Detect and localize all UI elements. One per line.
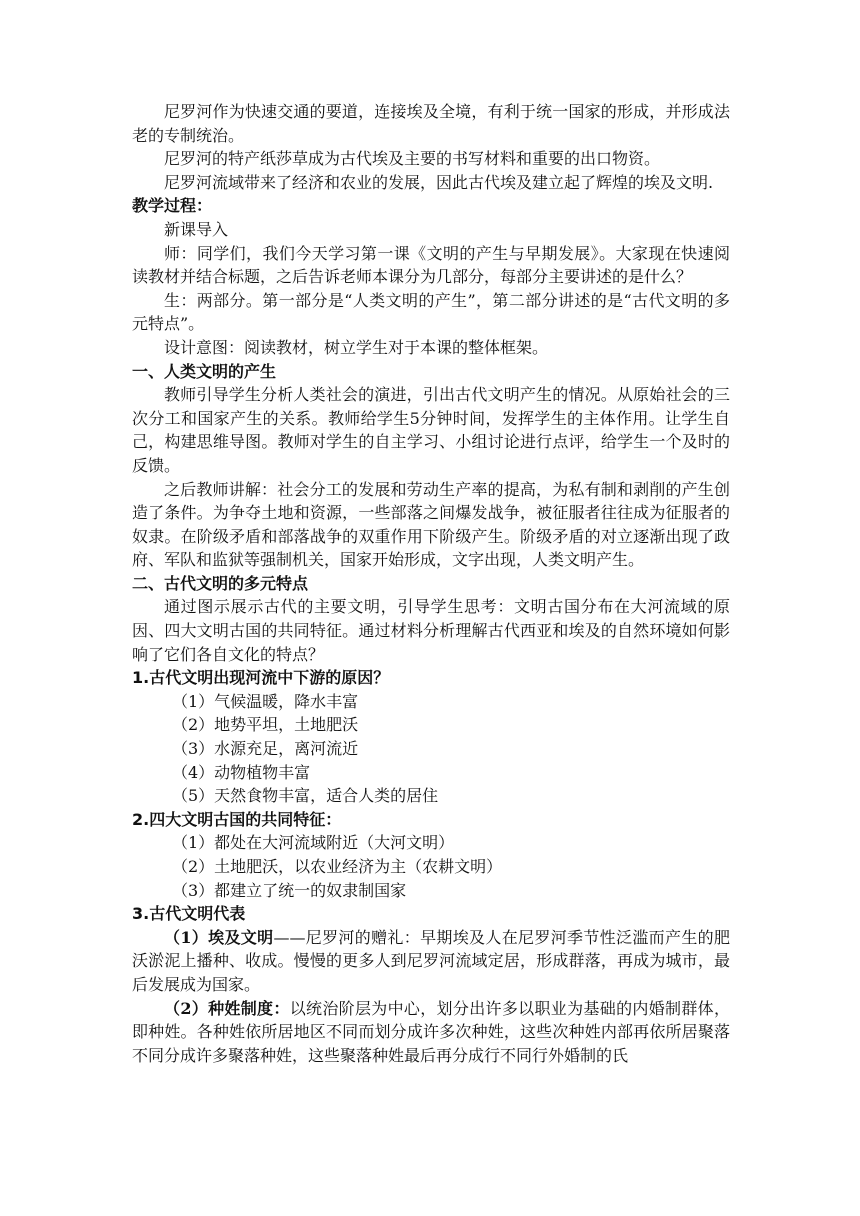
egypt-paragraph [132,926,730,997]
caste-label: （2）种姓制度： [164,998,290,1018]
egypt-label: （1）埃及文明 [164,927,274,947]
question2-item-3: （3）都建立了统一的奴隶制国家 [172,880,407,900]
question1-item-2: （2）地势平坦，土地肥沃 [172,715,359,735]
teaching-process-heading: 教学过程： [132,196,213,216]
section1-heading: 一、人类文明的产生 [132,361,277,381]
section2-heading: 二、古代文明的多元特点 [132,573,309,593]
design-intent: 设计意图：阅读教材，树立学生对于本课的整体框架。 [164,337,549,357]
question2-item-1: （1）都处在大河流域附近（大河文明） [172,833,455,853]
question1-heading: 1.古代文明出现河流中下游的原因？ [132,668,390,688]
section1-paragraph-1: 教师引导学生分析人类社会的演进，引出古代文明产生的情况。从原始社会的三次分工和国家产生的关系。教师给学生5分钟时间，发挥学生的主体作用。让学生自己，构建思维导图。教师对学生的自主学习、小组讨论进行点评，给学生一个及时的反馈。 [132,385,730,475]
caste-paragraph [132,997,730,1068]
question1-item-5: （5）天然食物丰富，适合人类的居住 [172,786,439,806]
intro-label: 新课导入 [164,219,229,239]
question1-item-1: （1）气候温暖，降水丰富 [172,691,359,711]
paragraph-nile-papyrus: 尼罗河的特产纸莎草成为古代埃及主要的书写材料和重要的出口物资。 [164,149,661,169]
document-page [132,100,730,1067]
teacher-line: 师：同学们，我们今天学习第一课《文明的产生与早期发展》。大家现在快速阅读教材并结合标题，之后告诉老师本课分为几部分，每部分主要讲述的是什么？ [132,243,730,287]
paragraph-nile-economy: 尼罗河流域带来了经济和农业的发展，因此古代埃及建立起了辉煌的埃及文明. [164,172,714,192]
egypt-text: ——尼罗河的赠礼：早期埃及人在尼罗河季节性泛滥而产生的肥沃淤泥上播种、收成。慢慢的更多人到尼罗河流域定居，形成群落，再成为城市，最后发展成为国家。 [132,927,730,994]
section1-paragraph-2: 之后教师讲解：社会分工的发展和劳动生产率的提高，为私有制和剥削的产生创造了条件。为争夺土地和资源，一些部落之间爆发战争，被征服者往往成为征服者的奴隶。在阶级矛盾和部落战争的双重作用下阶级产生。阶级矛盾的对立逐渐出现了政府、军队和监狱等强制机关，国家开始形成，文字出现，人类文明产生。 [132,479,730,570]
question1-item-4: （4）动物植物丰富 [172,762,311,782]
student-line: 生：两部分。第一部分是“人类文明的产生”，第二部分讲述的是“古代文明的多元特点”。 [132,290,730,334]
question3-heading: 3.古代文明代表 [132,904,246,924]
section2-paragraph-1: 通过图示展示古代的主要文明，引导学生思考：文明古国分布在大河流域的原因、四大文明古国的共同特征。通过材料分析理解古代西亚和埃及的自然环境如何影响了它们各自文化的特点？ [132,597,730,664]
paragraph-nile-transport: 尼罗河作为快速交通的要道，连接埃及全境，有利于统一国家的形成，并形成法老的专制统治。 [132,102,730,145]
question2-item-2: （2）土地肥沃，以农业经济为主（农耕文明） [172,857,503,876]
caste-text: 以统治阶层为中心，划分出许多以职业为基础的内婚制群体，即种姓。各种姓依所居地区不同而划分成许多次种姓，这些次种姓内部再依所居聚落不同分成许多聚落种姓，这些聚落种姓最后再分成行不同行外婚制的氏 [132,998,730,1065]
question2-heading: 2.四大文明古国的共同特征： [132,809,342,829]
question1-item-3: （3）水源充足，离河流近 [172,739,359,759]
